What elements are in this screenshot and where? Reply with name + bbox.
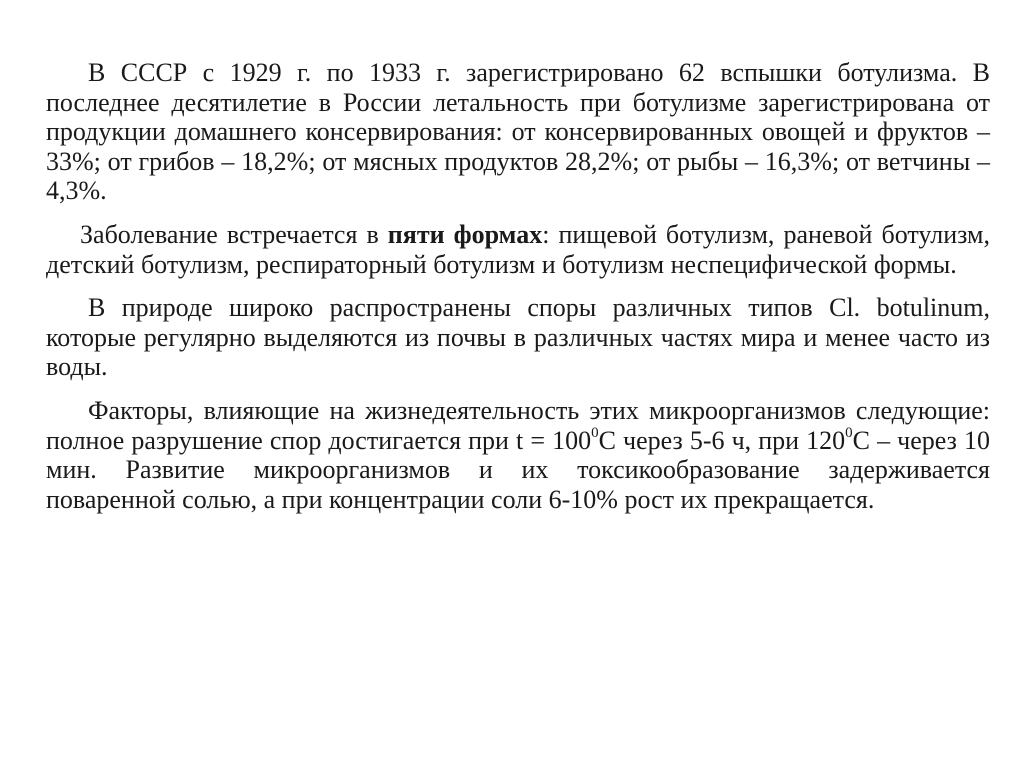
factors-text-3: С – через 10 мин. Развитие микроорганизмов и их токсикообразование задерживается поваренной солью, а при концентрации соли 6-10% рост их прекращается. bbox=[46, 425, 991, 514]
forms-text-after: : пищевой ботулизм, раневой ботулизм, детский ботулизм, респираторный ботулизм и ботулизм неспецифической формы. bbox=[46, 219, 991, 279]
paragraph-growth-factors bbox=[46, 396, 990, 514]
forms-bold-phrase: пяти формах bbox=[387, 219, 543, 249]
factors-text-2: С через 5-6 ч, при 120 bbox=[598, 425, 846, 455]
degree-superscript-2: 0 bbox=[845, 424, 853, 441]
paragraph-botulism-forms bbox=[46, 220, 990, 279]
slide-body bbox=[46, 58, 990, 528]
forms-text-before: Заболевание встречается в bbox=[80, 219, 388, 249]
degree-superscript-1: 0 bbox=[591, 424, 599, 441]
paragraph-spores-in-nature: В природе широко распространены споры различных типов Cl. botulinum, которые регулярно выделяются из почвы в различных частях мира и менее часто из воды. bbox=[46, 293, 990, 382]
paragraph-botulism-statistics: В СССР с 1929 г. по 1933 г. зарегистрировано 62 вспышки ботулизма. В последнее десятилетие в России летальность при ботулизме зарегистрирована от продукции домашнего консервирования: от консервированных овощей и фруктов – 33%; от грибов – 18,2%; от мясных продуктов 28,2%; от рыбы – 16,3%; от ветчины – 4,3%. bbox=[46, 58, 990, 206]
factors-text-1: Факторы, влияющие на жизнедеятельность этих микроорганизмов следующие: полное разрушение спор достигается при t = 100 bbox=[46, 395, 990, 455]
